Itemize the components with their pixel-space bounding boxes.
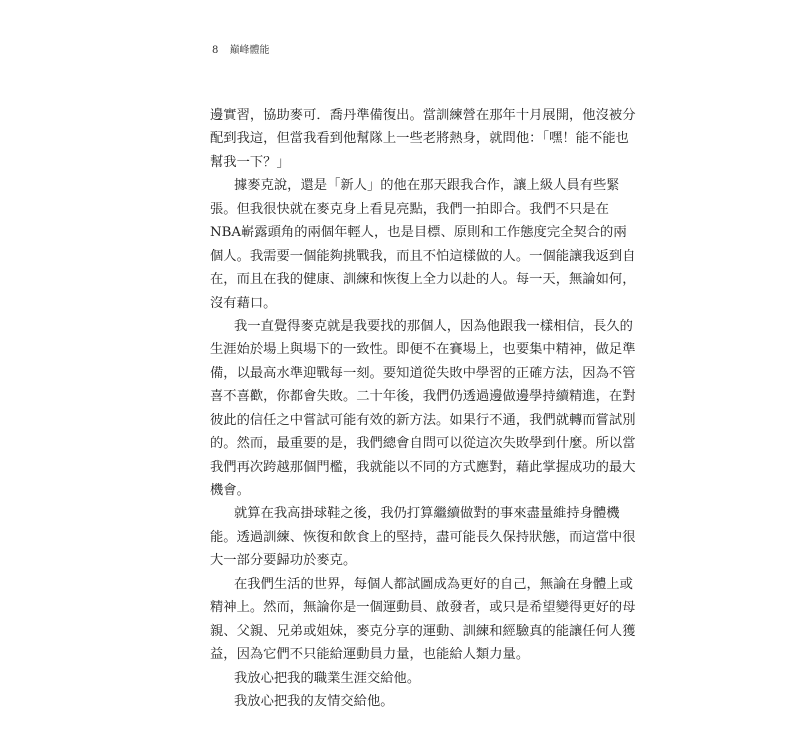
page-number: 8 <box>212 45 219 56</box>
text-line: 益，因為它們不只能給運動員力量，也能給人類力量。 <box>210 647 530 663</box>
text-line: 我放心把我的職業生涯交給他。 <box>234 670 421 686</box>
text-line: 能。透過訓練、恢復和飲食上的堅持，盡可能長久保持狀態，而這當中很 <box>210 529 636 545</box>
running-header <box>212 44 270 58</box>
text-line: NBA嶄露頭角的兩個年輕人，也是目標、原則和工作態度完全契合的兩 <box>210 225 627 241</box>
text-line: 的。然而，最重要的是，我們總會自問可以從這次失敗學到什麼。所以當 <box>210 436 636 452</box>
text-line: 我放心把我的友情交給他。 <box>234 693 394 709</box>
text-line: 在我們生活的世界，每個人都試圖成為更好的自己，無論在身體上或 <box>234 576 633 592</box>
text-line: 邊實習，協助麥可．喬丹準備復出。當訓練營在那年十月展開，他沒被分 <box>210 108 636 123</box>
text-line: 配到我這，但當我看到他幫隊上一些老將熱身，就問他：「嘿！能不能也 <box>210 131 629 147</box>
text-line: 大一部分要歸功於麥克。 <box>210 553 357 569</box>
text-line: 在，而且在我的健康、訓練和恢復上全力以赴的人。每一天，無論如何， <box>210 272 636 288</box>
text-line: 喜不喜歡，你都會失敗。二十年後，我們仍透過邊做邊學持續精進，在對 <box>210 389 636 405</box>
text-line: 幫我一下？」 <box>210 154 290 170</box>
text-line: 個人。我需要一個能夠挑戰我，而且不怕這樣做的人。一個能讓我返到自 <box>210 248 636 264</box>
text-line: 生涯始於場上與場下的一致性。即便不在賽場上，也要集中精神，做足準 <box>210 342 636 358</box>
text-line: 機會。 <box>210 483 250 498</box>
text-line: 據麥克說，還是「新人」的他在那天跟我合作，讓上級人員有些緊 <box>234 178 620 194</box>
body-text <box>210 104 636 713</box>
text-line: 張。但我很快就在麥克身上看見亮點，我們一拍即合。我們不只是在 <box>210 201 609 217</box>
text-line: 親、父親、兄弟或姐妹，麥克分享的運動、訓練和經驗真的能讓任何人獲 <box>210 623 636 639</box>
text-line: 備，以最高水準迎戰每一刻。要知道從失敗中學習的正確方法，因為不管 <box>210 365 636 381</box>
text-line: 就算在我高掛球鞋之後，我仍打算繼續做對的事來盡量維持身體機 <box>234 506 620 522</box>
text-line: 我們再次跨越那個門檻，我就能以不同的方式應對，藉此掌握成功的最大 <box>210 459 636 475</box>
text-line: 彼此的信任之中嘗試可能有效的新方法。如果行不通，我們就轉而嘗試別 <box>210 412 636 428</box>
running-title: 巔峰體能 <box>229 45 270 56</box>
text-line: 我一直覺得麥克就是我要找的那個人，因為他跟我一樣相信，長久的 <box>234 318 633 334</box>
text-line: 沒有藉口。 <box>210 295 277 311</box>
text-line: 精神上。然而，無論你是一個運動員、啟發者，或只是希望變得更好的母 <box>210 600 636 616</box>
